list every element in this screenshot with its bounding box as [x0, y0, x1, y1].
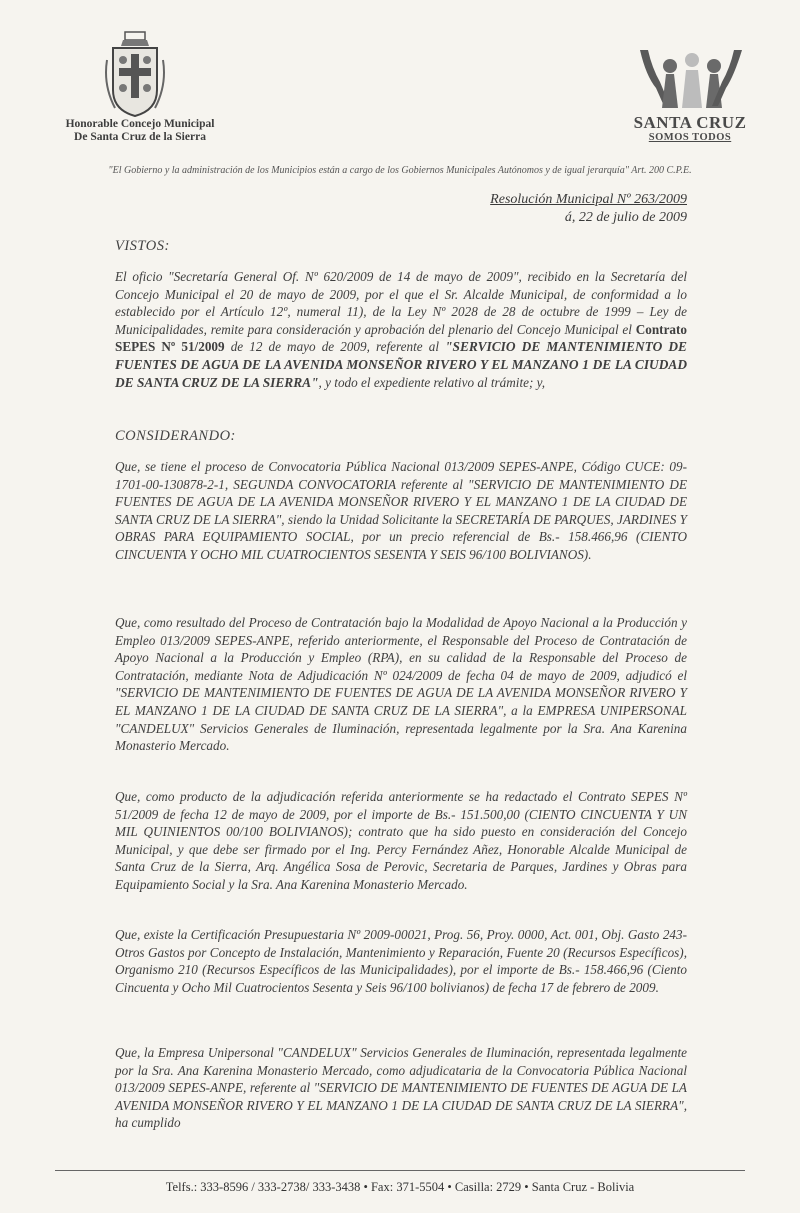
council-name	[40, 118, 240, 144]
paragraph-6: Que, la Empresa Unipersonal "CANDELUX" Servicios Generales de Iluminación, representada legalmente por la Sra. Ana Karenina Monasterio Mercado, como adjudicataria de la Convocatoria Pública Nacional 013/2009 SEPES-ANPE, referente al "SERVICIO DE MANTENIMIENTO DE FUENTES DE AGUA DE LA AVENIDA MONSEÑOR RIVERO Y EL MANZANO 1 DE LA CIUDAD DE SANTA CRUZ DE LA SIERRA", ha cumplido	[115, 1045, 687, 1131]
resolution-date: á, 22 de julio de 2009	[564, 210, 687, 225]
santa-cruz-logo-icon	[630, 46, 750, 116]
constitution-quote: "El Gobierno y la administración de los Municipios están a cargo de los Gobiernos Municipales Autónomos y de igual jerarquía" Art. 200 C.P.E.	[108, 165, 692, 176]
p1-text-e: , y todo el expediente relativo al trámite; y,	[318, 374, 546, 390]
paragraph-3: Que, como resultado del Proceso de Contratación bajo la Modalidad de Apoyo Nacional a la Producción y Empleo 013/2009 SEPES-ANPE, referido anteriormente, el Responsable del Proceso de Contratación de Apoyo Nacional a la Producción y Empleo (RPA), en su calidad de la Responsable del Proceso de Contratación, mediante Nota de Adjudicación Nº 024/2009 de fecha 04 de mayo de 2009, adjudicó el "SERVICIO DE MANTENIMIENTO DE FUENTES DE AGUA DE LA AVENIDA MONSEÑOR RIVERO Y EL MANZANO 1 DE LA CIUDAD DE SANTA CRUZ DE LA SIERRA", a la EMPRESA UNIPERSONAL "CANDELUX" Servicios Generales de Iluminación, representada legalmente por la Sra. Ana Karenina Monasterio Mercado.	[115, 615, 687, 754]
paragraph-5: Que, existe la Certificación Presupuestaria Nº 2009-00021, Prog. 56, Proy. 0000, Act. 001, Obj. Gasto 243-Otros Gastos por Concepto de Instalación, Mantenimiento y Reparación, Fuente 20 (Recursos Específicos), Organismo 210 (Recursos Específicos de las Municipalidades), por el importe de Bs.- 158.466,96 (Ciento Cincuenta y Ocho Mil Cuatrocientos Sesenta y Seis 96/100 bolivianos) de fecha 17 de febrero de 2009.	[115, 927, 687, 995]
p1-service-name: "SERVICIO DE MANTENIMIENTO DE FUENTES DE AGUA DE LA AVENIDA MONSEÑOR RIVERO Y EL MANZANO 1 DE LA CIUDAD DE SANTA CRUZ DE LA SIERRA"	[115, 339, 687, 390]
footer-contact: Telfs.: 333-8596 / 333-2738/ 333-3438 • Fax: 371-5504 • Casilla: 2729 • Santa Cruz - Bolivia	[165, 1180, 635, 1194]
p1-text-c: de 12 de mayo de 2009, referente al	[230, 339, 439, 355]
heading-considerando: CONSIDERANDO:	[115, 428, 236, 444]
resolution-title: Resolución Municipal Nº 263/2009	[490, 192, 687, 207]
p1-text-a: El oficio "Secretaría General Of. Nº 620/2009 de 14 de mayo de 2009", recibido en la Secretaría del Concejo Municipal el 20 de mayo de 2009, por el que el Sr. Alcalde Municipal, de conformidad a lo establecido por el Artículo 12º, numeral 11), de la Ley Nº 2028 de 28 de octubre de 1999 – Ley de Municipalidades, remite para consideración y aprobación del plenario del Concejo Municipal el	[115, 269, 687, 337]
council-line-1: Honorable Concejo Municipal	[65, 118, 215, 130]
logo-subtitle: SOMOS TODOS	[648, 132, 732, 143]
council-line-2: De Santa Cruz de la Sierra	[74, 131, 206, 143]
coat-of-arms-icon	[103, 30, 167, 118]
heading-vistos: VISTOS:	[115, 238, 170, 254]
footer-divider	[55, 1170, 745, 1171]
paragraph-4: Que, como producto de la adjudicación referida anteriormente se ha redactado el Contrato SEPES Nº 51/2009 de fecha 12 de mayo de 2009, por el importe de Bs.- 151.500,00 (CIENTO CINCUENTA Y UN MIL QUINIENTOS 00/100 BOLIVIANOS); contrato que ha sido puesto en consideración del Concejo Municipal, y que debe ser firmado por el Ing. Percy Fernández Añez, Honorable Alcalde Municipal de Santa Cruz de la Sierra, Arq. Angélica Sosa de Perovic, Secretaria de Parques, Jardines y Obras para Equipamiento Social y la Sra. Ana Karenina Monasterio Mercado.	[115, 789, 687, 892]
paragraph-vistos	[115, 268, 687, 391]
p1-contract: Contrato SEPES Nº 51/2009	[115, 321, 688, 355]
paragraph-2: Que, se tiene el proceso de Convocatoria Pública Nacional 013/2009 SEPES-ANPE, Código CUCE: 09-1701-00-130878-2-1, SEGUNDA CONVOCATORIA referente al "SERVICIO DE MANTENIMIENTO DE FUENTES DE AGUA DE LA AVENIDA MONSEÑOR RIVERO Y EL MANZANO 1 DE LA CIUDAD DE SANTA CRUZ DE LA SIERRA", siendo la Unidad Solicitante la SECRETARÍA DE PARQUES, JARDINES Y OBRAS PARA EQUIPAMIENTO SOCIAL, por un precio referencial de Bs.- 158.466,96 (CIENTO CINCUENTA Y OCHO MIL CUATROCIENTOS SESENTA Y SEIS 96/100 BOLIVIANOS).	[115, 459, 687, 562]
logo-title: SANTA CRUZ	[633, 113, 747, 132]
